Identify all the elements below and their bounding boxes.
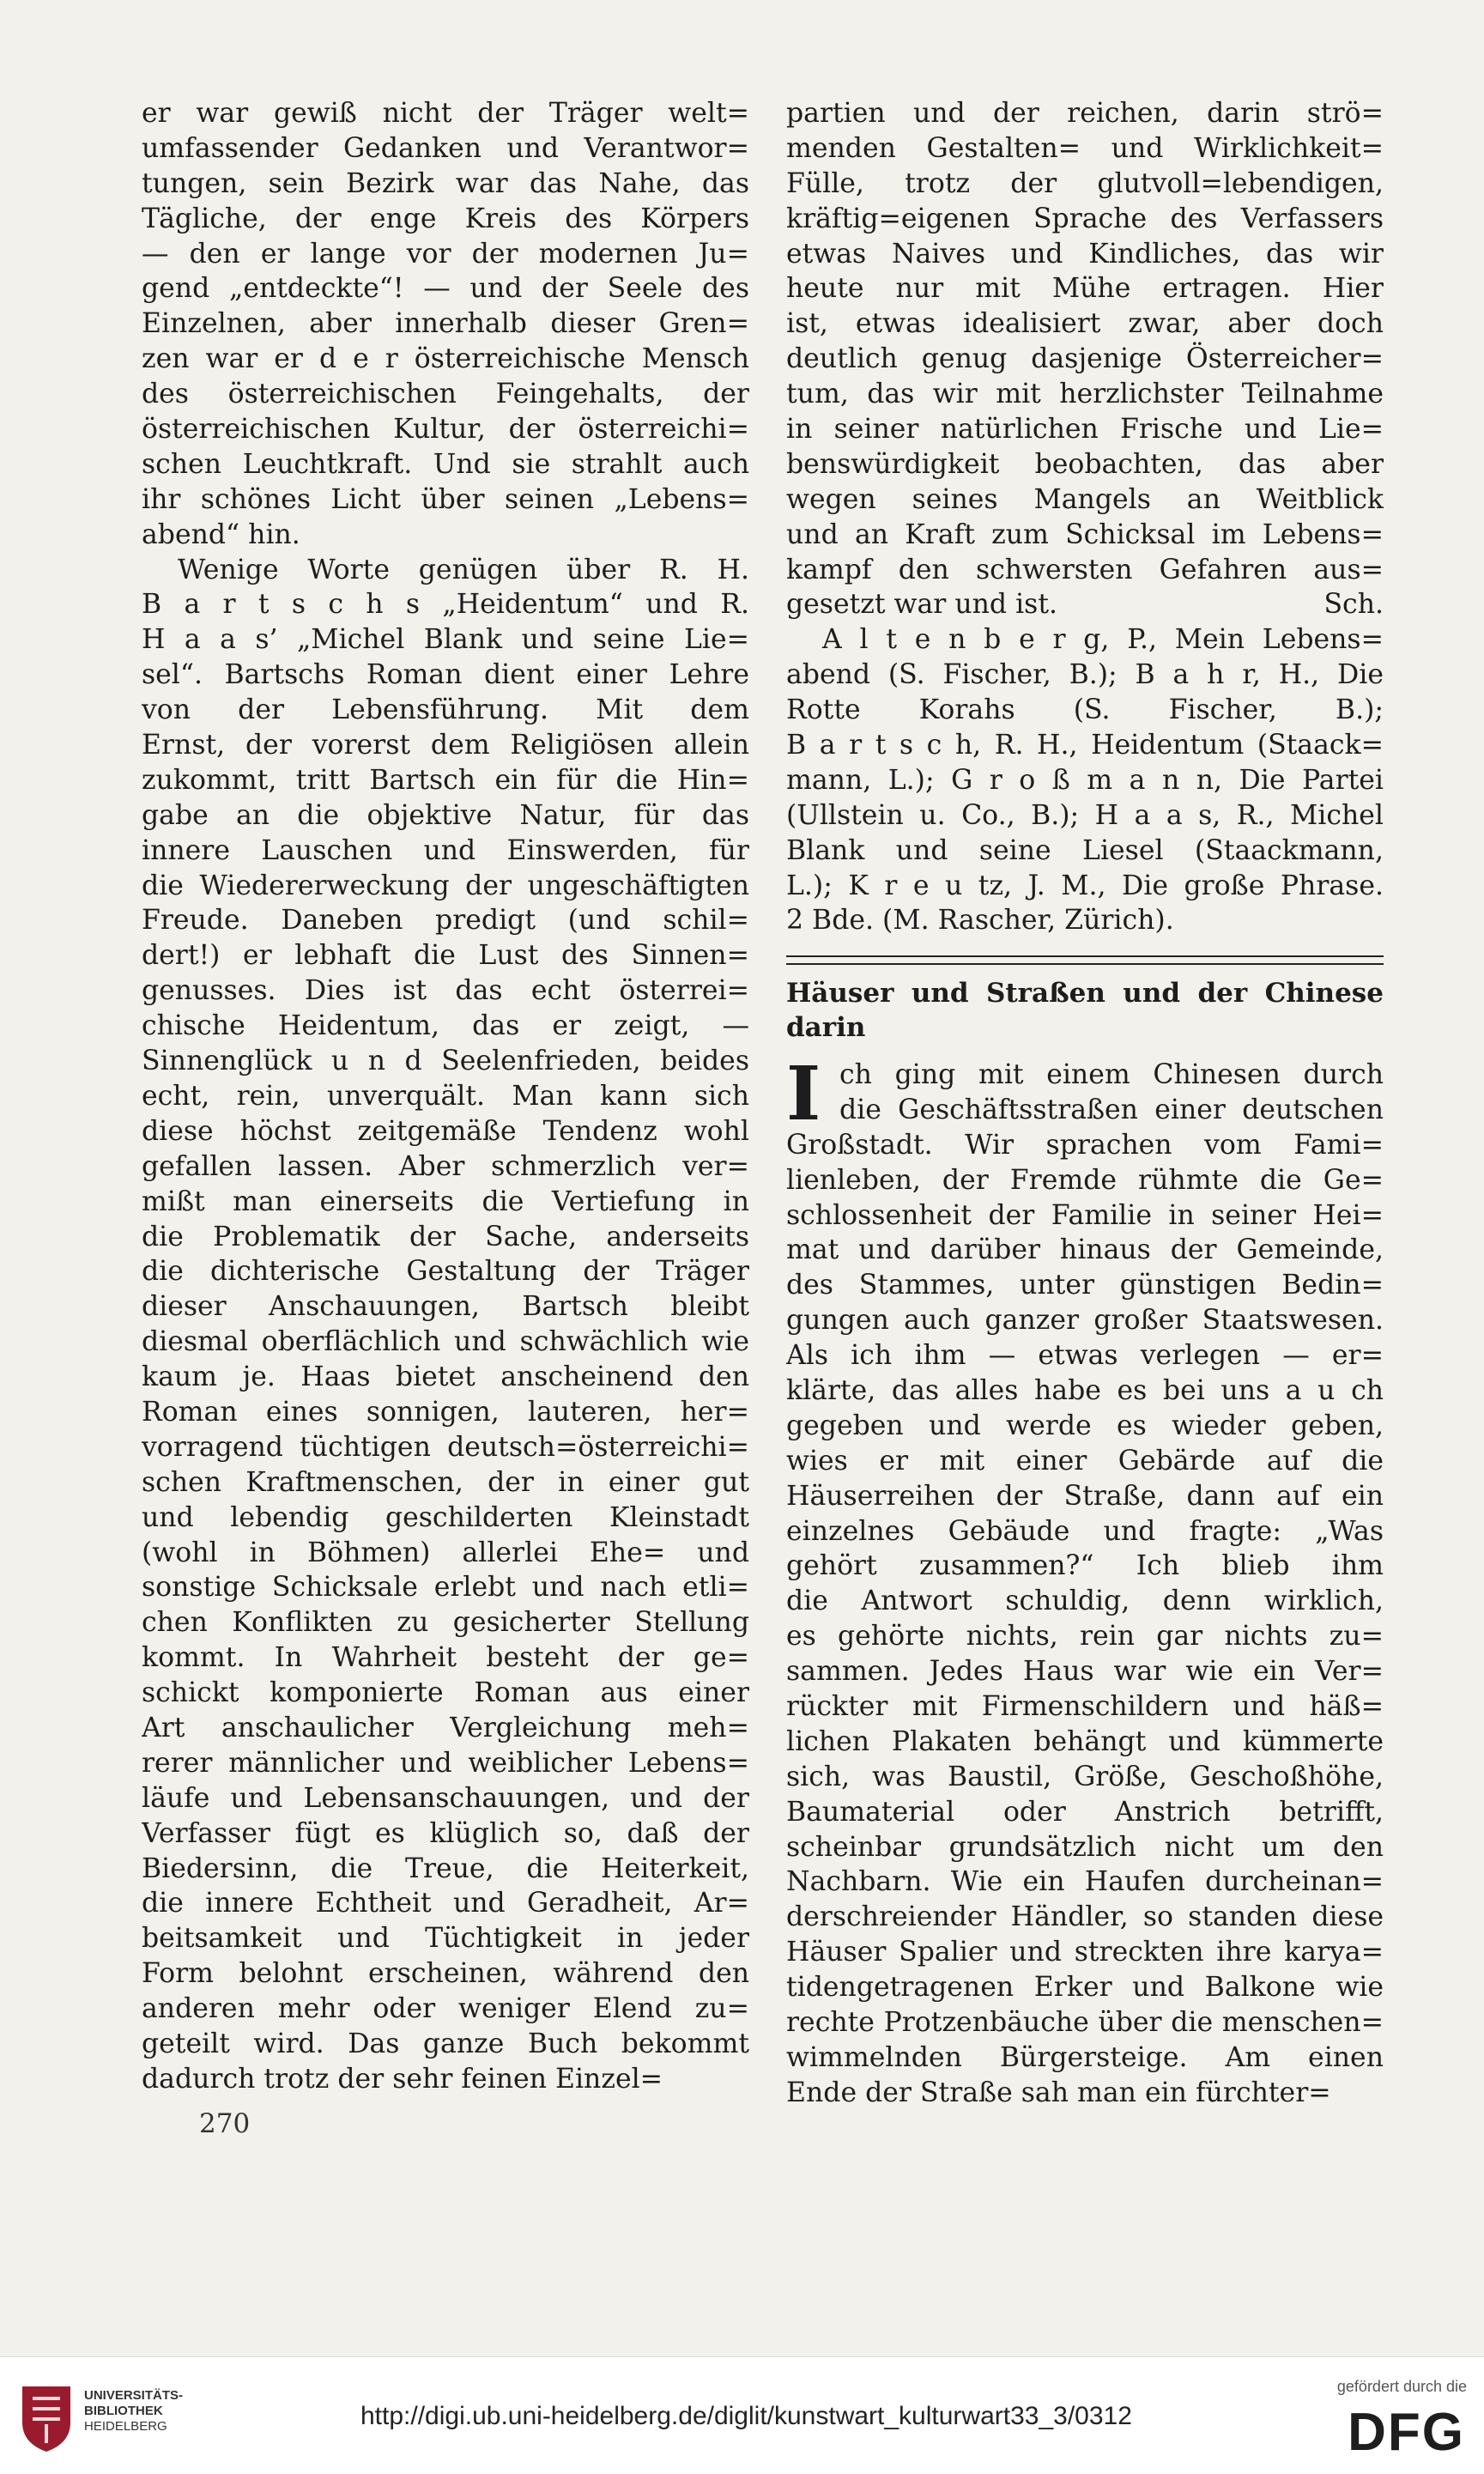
- text-line: rechte Protzenbäuche über die menschen=: [786, 2007, 1384, 2039]
- drop-cap: I: [786, 1051, 821, 1137]
- right-column-review: [786, 96, 1384, 938]
- library-name-line3: HEIDELBERG: [84, 2419, 167, 2434]
- text-line: Großstadt. Wir sprachen vom Fami=: [786, 1129, 1384, 1161]
- text-line: dert!) er lebhaft die Lust des Sinnen=: [142, 940, 749, 972]
- text-line: chische Heidentum, das er zeigt, —: [142, 1010, 749, 1042]
- text-line: zukommt, tritt Bartsch ein für die Hin=: [142, 764, 749, 796]
- text-line: Nachbarn. Wie ein Haufen durcheinan=: [786, 1866, 1384, 1898]
- text-line: abend (S. Fischer, B.); B a h r, H., Die: [786, 659, 1384, 691]
- text-line: tidengetragenen Erker und Balkone wie: [786, 1972, 1384, 2004]
- text-line: die Antwort schuldig, denn wirklich,: [786, 1586, 1384, 1617]
- text-line: sel“. Bartschs Roman dient einer Lehre: [142, 659, 749, 691]
- text-line: derschreiender Händler, so standen diese: [786, 1901, 1384, 1933]
- text-line: (Ullstein u. Co., B.); H a a s, R., Michel: [786, 799, 1384, 831]
- university-seal-icon: [15, 2383, 77, 2453]
- text-line: Roman eines sonnigen, lauteren, her=: [142, 1396, 749, 1428]
- text-line: läufe und Lebensanschauungen, und der: [142, 1782, 749, 1814]
- library-name-line2: BIBLIOTHEK: [84, 2404, 163, 2418]
- text-line: und an Kraft zum Schicksal im Lebens=: [786, 518, 1384, 550]
- text-line: Tägliche, der enge Kreis des Körpers: [142, 203, 749, 234]
- text-line: gesetzt war und ist. Sch.: [786, 587, 1384, 622]
- text-line: Häuserreihen der Straße, dann auf ein: [786, 1480, 1384, 1512]
- text-line: kommt. In Wahrheit besteht der ge=: [142, 1642, 749, 1674]
- text-line: diese höchst zeitgemäße Tendenz wohl: [142, 1115, 749, 1147]
- text-line: mat und darüber hinaus der Gemeinde,: [786, 1234, 1384, 1266]
- text-line: gehört zusammen?“ Ich blieb ihm: [786, 1550, 1384, 1582]
- text-line: einzelnes Gebäude und fragte: „Was: [786, 1515, 1384, 1547]
- library-name: [84, 2388, 183, 2435]
- text-line: des Stammes, unter günstigen Bedin=: [786, 1270, 1384, 1301]
- text-line: mißt man einerseits die Vertiefung in: [142, 1185, 749, 1217]
- review-signature: Sch.: [1323, 589, 1384, 621]
- text-line: die Geschäftsstraßen einer deutschen: [839, 1094, 1384, 1125]
- text-line: des österreichischen Feingehalts, der: [142, 379, 749, 410]
- text-line: gegeben und werde es wieder geben,: [786, 1410, 1384, 1441]
- text-line: H a a s’ „Michel Blank und seine Lie=: [142, 624, 749, 656]
- text-line: scheinbar grundsätzlich nicht um den: [786, 1831, 1384, 1863]
- text-line: Rotte Korahs (S. Fischer, B.);: [786, 694, 1384, 726]
- article-body: [786, 1051, 1384, 2111]
- text-line: A l t e n b e r g, P., Mein Lebens=: [822, 624, 1384, 656]
- text-line: ihr schönes Licht über seinen „Lebens=: [142, 483, 749, 515]
- text-line: echt, rein, unverquält. Man kann sich: [142, 1080, 749, 1112]
- text-line: umfassender Gedanken und Verantwor=: [142, 132, 749, 164]
- text-line: schlossenheit der Familie in seiner Hei=: [786, 1199, 1384, 1231]
- text-line: die Problematik der Sache, anderseits: [142, 1221, 749, 1252]
- text-line: dadurch trotz der sehr feinen Einzel=: [142, 2063, 663, 2095]
- text-line: Ernst, der vorerst dem Religiösen allein: [142, 730, 749, 761]
- text-line: Häuser Spalier und streckten ihre karya=: [786, 1937, 1384, 1968]
- text-line: lichen Plakaten behängt und kümmerte: [786, 1725, 1384, 1757]
- text-line: anderen mehr oder weniger Elend zu=: [142, 1993, 749, 2025]
- text-line: lienleben, der Fremde rühmte die Ge=: [786, 1164, 1384, 1196]
- text-line: Ende der Straße sah man ein fürchter=: [786, 2077, 1331, 2108]
- text-line: (wohl in Böhmen) allerlei Ehe= und: [142, 1537, 749, 1568]
- text-line: gefallen lassen. Aber schmerzlich ver=: [142, 1150, 749, 1182]
- text-line: Wenige Worte genügen über R. H.: [178, 554, 749, 585]
- text-line: die dichterische Gestaltung der Träger: [142, 1256, 749, 1288]
- text-line: benswürdigkeit beobachten, das aber: [786, 448, 1384, 480]
- text-line: kräftig=eigenen Sprache des Verfassers: [786, 203, 1384, 234]
- text-line: und lebendig geschilderten Kleinstadt: [142, 1501, 749, 1533]
- text-line: sammen. Jedes Haus war wie ein Ver=: [786, 1656, 1384, 1688]
- text-line: L.); K r e u tz, J. M., Die große Phrase.: [786, 870, 1384, 901]
- text-line: Verfasser fügt es klüglich so, daß der: [142, 1817, 749, 1849]
- section-divider: [786, 955, 1384, 965]
- text-line: sonstige Schicksale erlebt und nach etli=: [142, 1572, 749, 1604]
- text-line: wegen seines Mangels an Weitblick: [786, 483, 1384, 515]
- viewer-footer: [0, 2356, 1484, 2474]
- text-line: partien und der reichen, darin strö=: [786, 98, 1384, 129]
- text-line: er war gewiß nicht der Träger welt=: [142, 98, 749, 129]
- text-line: chen Konflikten zu gesicherter Stellung: [142, 1607, 749, 1639]
- permalink-url[interactable]: http://digi.ub.uni-heidelberg.de/diglit/kunstwart_kulturwart33_3/0312: [360, 2402, 1132, 2430]
- text-line: die innere Echtheit und Geradheit, Ar=: [142, 1888, 749, 1919]
- text-line: genusses. Dies ist das echt österrei=: [142, 975, 749, 1007]
- text-line: 2 Bde. (M. Rascher, Zürich).: [786, 905, 1174, 937]
- text-line: Sinnenglück u n d Seelenfrieden, beides: [142, 1046, 749, 1077]
- text-line: rückter mit Firmenschildern und häß=: [786, 1691, 1384, 1723]
- text-line: gungen auch ganzer großer Staatswesen.: [786, 1305, 1384, 1337]
- dfg-logo: DFG: [1348, 2403, 1465, 2462]
- text-line: tum, das wir mit herzlichster Teilnahme: [786, 379, 1384, 410]
- text-line: dieser Anschauungen, Bartsch bleibt: [142, 1291, 749, 1323]
- text-line: etwas Naives und Kindliches, das wir: [786, 238, 1384, 270]
- text-line: vorragend tüchtigen deutsch=österreichi=: [142, 1431, 749, 1463]
- text-line: beitsamkeit und Tüchtigkeit in jeder: [142, 1923, 749, 1955]
- text-line: die Wiedererweckung der ungeschäftigten: [142, 870, 749, 901]
- text-line: Biedersinn, die Treue, die Heiterkeit,: [142, 1852, 749, 1884]
- left-column: [142, 96, 749, 2097]
- text-line: innere Lauschen und Einswerden, für: [142, 834, 749, 866]
- text-line: tungen, sein Bezirk war das Nahe, das: [142, 167, 749, 199]
- text-line: Fülle, trotz der glutvoll=lebendigen,: [786, 167, 1384, 199]
- text-line: von der Lebensführung. Mit dem: [142, 694, 749, 726]
- text-line: heute nur mit Mühe ertragen. Hier: [786, 273, 1384, 305]
- text-line: kaum je. Haas bietet anscheinend den: [142, 1361, 749, 1393]
- text-line: ch ging mit einem Chinesen durch: [839, 1059, 1384, 1090]
- text-line: ist, etwas idealisiert zwar, aber doch: [786, 308, 1384, 340]
- text-line: Blank und seine Liesel (Staackmann,: [786, 834, 1384, 866]
- text-line: Freude. Daneben predigt (und schil=: [142, 905, 749, 937]
- text-line: mann, L.); G r o ß m a n n, Die Partei: [786, 764, 1384, 796]
- text-line: wimmelnden Bürgersteige. Am einen: [786, 2041, 1384, 2073]
- text-line: in seiner natürlichen Frische und Lie=: [786, 414, 1384, 446]
- text-line: Baumaterial oder Anstrich betrifft,: [786, 1796, 1384, 1828]
- text-line: Form belohnt erscheinen, während den: [142, 1958, 749, 1990]
- text-line: schen Kraftmenschen, der in einer gut: [142, 1466, 749, 1498]
- library-name-line1: UNIVERSITÄTS-: [84, 2388, 184, 2403]
- text-line: gabe an die objektive Natur, für das: [142, 799, 749, 831]
- text-line: menden Gestalten= und Wirklichkeit=: [786, 132, 1384, 164]
- text-line: sich, was Baustil, Größe, Geschoßhöhe,: [786, 1761, 1384, 1792]
- text-line: zen war er d e r österreichische Mensch: [142, 343, 749, 375]
- funding-note: gefördert durch die: [1336, 2378, 1467, 2395]
- text-line: klärte, das alles habe es bei uns a u ch: [786, 1375, 1384, 1407]
- text-line: B a r t s c h, R. H., Heidentum (Staack=: [786, 730, 1384, 761]
- text-line: gend „entdeckte“! — und der Seele des: [142, 273, 749, 305]
- text-line: österreichischen Kultur, der österreichi=: [142, 414, 749, 446]
- text-line: schen Leuchtkraft. Und sie strahlt auch: [142, 448, 749, 480]
- text-line: — den er lange vor der modernen Ju=: [142, 238, 749, 270]
- text-line: Einzelnen, aber innerhalb dieser Gren=: [142, 308, 749, 340]
- text-line: schickt komponierte Roman aus einer: [142, 1677, 749, 1709]
- text-line: Als ich ihm — etwas verlegen — er=: [786, 1340, 1384, 1372]
- text-line: kampf den schwersten Gefahren aus=: [786, 554, 1384, 585]
- text-line: wies er mit einer Gebärde auf die: [786, 1445, 1384, 1477]
- text-line: es gehörte nichts, rein gar nichts zu=: [786, 1621, 1384, 1652]
- article-title: Häuser und Straßen und der Chinese darin: [786, 978, 1384, 1043]
- text-line: B a r t s c h s „Heidentum“ und R.: [142, 589, 749, 621]
- text-line: diesmal oberflächlich und schwächlich wie: [142, 1326, 749, 1358]
- text-line: deutlich genug dasjenige Österreicher=: [786, 343, 1384, 375]
- text-line: geteilt wird. Das ganze Buch bekommt: [142, 2028, 749, 2059]
- text-line: Art anschaulicher Vergleichung meh=: [142, 1712, 749, 1743]
- text-line: rerer männlicher und weiblicher Lebens=: [142, 1747, 749, 1779]
- text-line: abend“ hin.: [142, 518, 300, 550]
- page-number: 270: [199, 2108, 251, 2139]
